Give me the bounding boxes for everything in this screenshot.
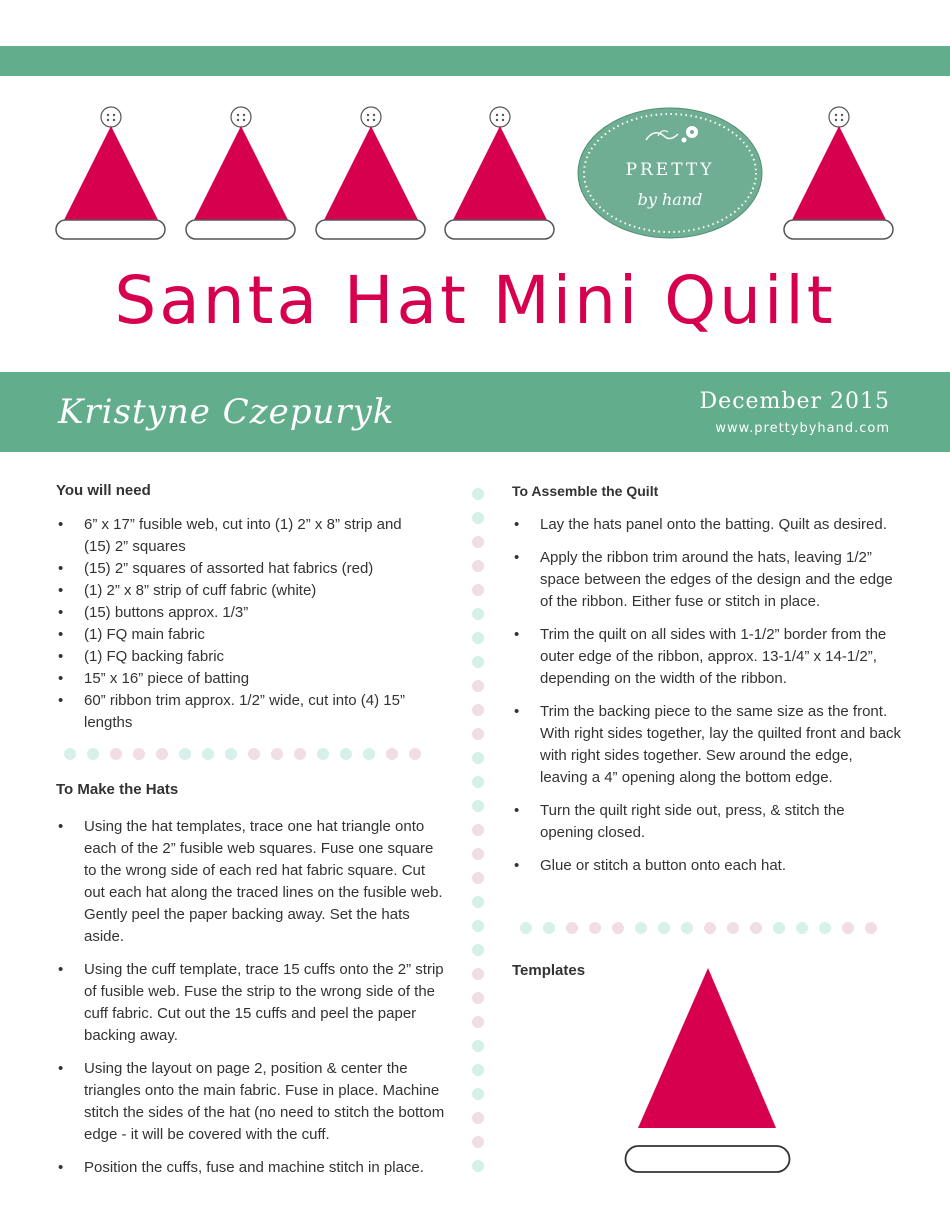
page-title: Santa Hat Mini Quilt — [114, 262, 836, 339]
pretty-by-hand-logo — [576, 106, 764, 240]
you-will-need-heading: You will need — [56, 482, 151, 499]
santa-hat-icon — [55, 104, 167, 242]
list-item: • (1) FQ main fabric — [56, 624, 416, 646]
vertical-dot-divider — [472, 488, 484, 1172]
list-item: • Trim the backing piece to the same size as the front. With right sides together, lay the quilted front and back with right sides together. Sew around the edge, leaving a 4” opening along the bottom edge. — [512, 701, 902, 789]
logo-by-hand-text: by hand — [637, 190, 703, 209]
top-banner — [0, 46, 950, 76]
list-item: • Position the cuffs, fuse and machine stitch in place. — [56, 1157, 446, 1179]
santa-hat-icon — [783, 104, 895, 242]
santa-hat-icon — [185, 104, 297, 242]
dot-divider — [64, 748, 421, 760]
list-item: • 15” x 16” piece of batting — [56, 668, 416, 690]
website-link[interactable]: www.prettybyhand.com — [715, 421, 890, 436]
publish-date: December 2015 — [699, 389, 890, 414]
templates-heading: Templates — [512, 962, 586, 979]
assemble-heading: To Assemble the Quilt — [512, 483, 659, 499]
list-item: • Using the hat templates, trace one hat triangle onto each of the 2” fusible web squares. Fuse one square to the wrong side of each red hat fabric square. Cut out each hat along the traced lines on the fusible web. Gently peel the paper backing away. Set the hats aside. — [56, 816, 446, 948]
list-item: • Apply the ribbon trim around the hats, leaving 1/2” space between the edges of the design and the edge of the ribbon. Either fuse or stitch in place. — [512, 547, 902, 613]
list-item: • Using the layout on page 2, position & center the triangles onto the main fabric. Fuse in place. Machine stitch the sides of the hat (no need to stitch the bottom edge - it will be covered with the cuff. — [56, 1058, 446, 1146]
list-item: • Trim the quilt on all sides with 1-1/2” border from the outer edge of the ribbon, approx. 13-1/4” x 14-1/2”, depending on the width of the ribbon. — [512, 624, 902, 690]
make-hats-heading: To Make the Hats — [56, 781, 179, 798]
logo-pretty-text: PRETTY — [625, 160, 715, 180]
list-item: • Turn the quilt right side out, press, & stitch the opening closed. — [512, 800, 902, 844]
supplies-list — [56, 514, 416, 734]
list-item: • (15) 2” squares of assorted hat fabrics (red) — [56, 558, 416, 580]
list-item: • Using the cuff template, trace 15 cuffs onto the 2” strip of fusible web. Fuse the strip to the wrong side of the cuff fabric. Cut out the 15 cuffs and peel the paper backing away. — [56, 959, 446, 1047]
list-item: • Glue or stitch a button onto each hat. — [512, 855, 902, 877]
santa-hat-icon — [444, 104, 556, 242]
list-item: • (1) 2” x 8” strip of cuff fabric (white) — [56, 580, 416, 602]
list-item: • (1) FQ backing fabric — [56, 646, 416, 668]
list-item: • 6” x 17” fusible web, cut into (1) 2” x 8” strip and (15) 2” squares — [56, 514, 416, 558]
hat-template-icon — [624, 966, 792, 1176]
assemble-list — [512, 514, 902, 888]
author-banner — [0, 372, 950, 452]
author-name: Kristyne Czepuryk — [58, 392, 395, 432]
dot-divider — [520, 922, 877, 934]
list-item: • Lay the hats panel onto the batting. Quilt as desired. — [512, 514, 902, 536]
list-item: • 60” ribbon trim approx. 1/2” wide, cut into (4) 15” lengths — [56, 690, 416, 734]
santa-hat-icon — [315, 104, 427, 242]
list-item: • (15) buttons approx. 1/3” — [56, 602, 416, 624]
make-hats-list — [56, 816, 446, 1190]
